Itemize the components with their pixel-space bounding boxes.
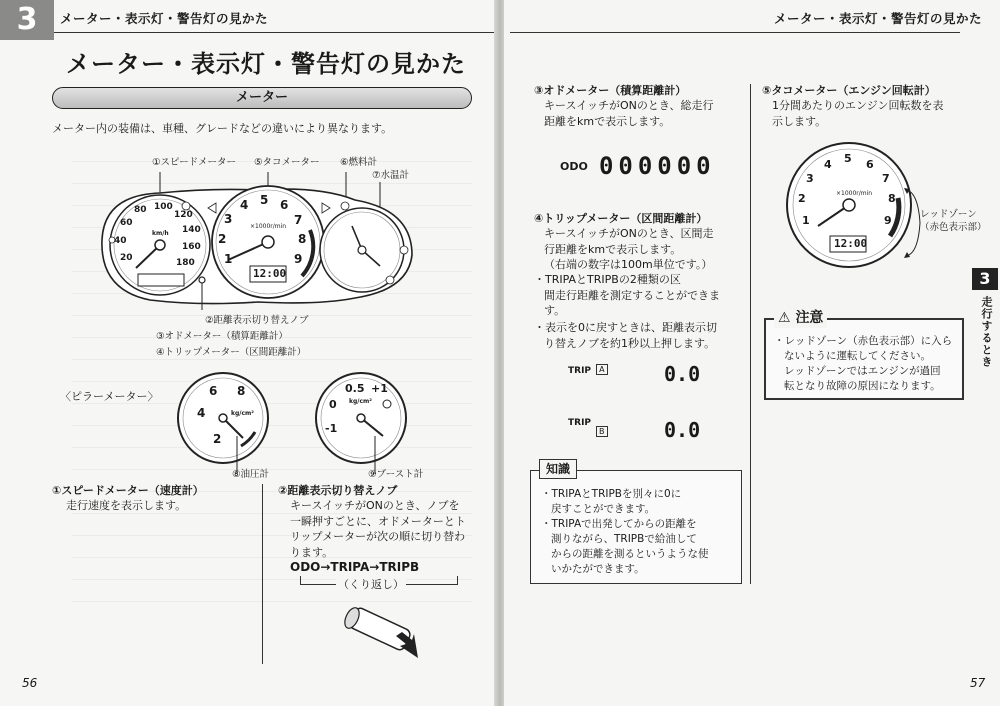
caution-title-tag (774, 308, 827, 328)
oil-unit: kg/cm² (231, 410, 254, 417)
speed-tick: 160 (182, 242, 201, 252)
redzone-label (920, 208, 987, 234)
caution-text (774, 334, 952, 394)
tacho-tick: 8 (298, 232, 307, 246)
label-tripmeter: ④トリップメーター（区間距離計） (156, 347, 307, 358)
tacho-tick: 9 (294, 252, 303, 266)
speed-tick: 60 (120, 218, 133, 228)
odometer-title: ③オドメーター（積算距離計） (534, 84, 687, 97)
label-knob: ②距離表示切り替えノブ (205, 315, 309, 326)
knowledge-line: ・TRIPAで出発してからの距離を (541, 518, 697, 530)
intro-text: メーター内の装備は、車種、グレードなどの違いにより異なります。 (52, 122, 393, 135)
knowledge-line: ・TRIPAとTRIPBを別々に0に (541, 488, 682, 500)
boost-tick: 0.5 (345, 382, 365, 395)
trip-b-box: B (596, 426, 608, 437)
odometer-desc-line: キースイッチがONのとき、総走行 (544, 99, 714, 112)
tacho-tick: 6 (866, 158, 874, 171)
warning-triangle-icon: ⚠ (778, 310, 791, 326)
tachometer-illustration-ticks (784, 140, 914, 270)
knob-illustration (330, 600, 440, 670)
trip-a-display (568, 358, 748, 386)
oil-tick: 8 (237, 384, 246, 398)
tacho-tick: 3 (224, 212, 233, 226)
trip-bullet-2 (534, 320, 717, 351)
tachometer-desc-line: 1分間あたりのエンジン回転数を表 (772, 99, 944, 112)
knob-desc-line: 一瞬押すごとに、オドメーターとト (290, 514, 466, 528)
trip-a-label: TRIP (568, 366, 592, 376)
oil-tick: 4 (197, 406, 206, 420)
boost-gauge-ticks (313, 370, 409, 466)
tacho-tick: 7 (882, 172, 890, 185)
tripmeter-title: ④トリップメーター（区間距離計） (534, 212, 708, 225)
trip-bullet-1 (534, 272, 720, 319)
knowledge-line: からの距離を測るというような使 (551, 548, 709, 560)
knowledge-line: 測りながら、TRIPBで給油して (551, 533, 697, 545)
trip-b-value: 0.0 (664, 418, 701, 442)
speed-tick: 180 (176, 258, 195, 268)
oil-gauge-ticks (175, 370, 271, 466)
speed-tick: 100 (154, 202, 173, 212)
knowledge-line: いかたができます。 (551, 563, 645, 575)
oil-tick: 2 (213, 432, 222, 446)
cycle-line: ODO→TRIPA→TRIPB (290, 560, 420, 574)
knob-desc-line: ります。 (290, 545, 334, 559)
speedometer-desc: 走行速度を表示します。 (66, 499, 187, 512)
odometer-label: ODO (560, 160, 588, 173)
left-running-header: メーター・表示灯・警告灯の見かた (60, 11, 269, 26)
label-boost-gauge: ⑨ブースト計 (368, 469, 424, 480)
tacho-tick: 1 (224, 252, 233, 266)
chapter-tab-top: 3 (0, 0, 54, 40)
caution-title: 注意 (795, 310, 824, 326)
right-page (504, 0, 1000, 706)
trip-a-value: 0.0 (664, 362, 701, 386)
left-header-rule (54, 32, 494, 33)
knob-desc-line: キースイッチがONのとき、ノブを (290, 499, 460, 512)
tacho-tick: 3 (806, 172, 814, 185)
tachometer-desc-line: 示します。 (772, 114, 827, 128)
right-page-number: 57 (970, 676, 986, 690)
speed-unit: km/h (152, 230, 169, 237)
boost-tick: -1 (325, 422, 338, 435)
knob-desc (290, 498, 466, 560)
label-odometer: ③オドメーター（積算距離計） (156, 331, 288, 342)
speedometer-desc-title: ①スピードメーター（速度計） (52, 484, 204, 497)
label-oil-gauge: ⑧油圧計 (232, 469, 270, 480)
left-page (0, 0, 496, 706)
right-column-divider (750, 84, 751, 584)
trip-a-box: A (596, 364, 607, 375)
tacho-tick: 2 (798, 192, 806, 205)
redzone-label-text: レッドゾーン (920, 209, 977, 220)
tacho-tick: 7 (294, 213, 303, 227)
trip-bullet-line: ・表示を0に戻すときは、距離表示切 (534, 321, 717, 334)
knob-desc-title: ②距離表示切り替えノブ (278, 484, 398, 497)
knowledge-box (530, 462, 742, 584)
speed-tick: 140 (182, 225, 201, 235)
odometer-desc-line: 距離をkmで表示します。 (544, 114, 671, 128)
left-page-number: 56 (22, 676, 38, 690)
cluster-clock: 12:00 (253, 267, 287, 280)
caution-line: 転となり故障の原因になります。 (784, 380, 941, 392)
section-label: メーター (235, 90, 288, 105)
caution-line: ないように運転してください。 (784, 350, 931, 362)
redzone-label-sub: （赤色表示部） (920, 222, 987, 233)
trip-bullet-line: り替えノブを約1秒以上押します。 (544, 336, 716, 350)
side-chapter-label: 走行するとき (980, 296, 993, 368)
tripmeter-desc-line: キースイッチがONのとき、区間走 (544, 227, 714, 240)
tacho-tick: 5 (260, 193, 269, 207)
tacho-clock: 12:00 (834, 237, 868, 250)
tripmeter-desc-line: （右端の数字は100m単位です。） (544, 258, 713, 271)
trip-bullet-line: ・TRIPAとTRIPBの2種類の区 (534, 273, 681, 286)
pillar-heading: 〈ピラーメーター〉 (60, 390, 159, 403)
trip-b-display (568, 410, 748, 442)
label-fuel: ⑥燃料計 (340, 157, 378, 168)
speed-tick: 120 (174, 210, 193, 220)
tacho-tick: 1 (802, 214, 810, 227)
tacho-unit: ×1000r/min (836, 190, 873, 197)
side-chapter-tab: 3 (972, 268, 998, 290)
tacho-tick: 4 (824, 158, 832, 171)
trip-bullet-line: 間走行距離を測定することができま (544, 288, 720, 302)
tripmeter-desc (544, 226, 713, 273)
speed-tick: 80 (134, 205, 147, 215)
knowledge-title: 知識 (546, 462, 571, 476)
section-pill-meter (52, 87, 472, 109)
caution-line: ・レッドゾーン（赤色表示部）に入ら (774, 335, 953, 347)
oil-tick: 6 (209, 384, 218, 398)
knowledge-title-tag (539, 459, 577, 479)
knowledge-text (541, 487, 709, 577)
tacho-tick: 4 (240, 198, 249, 212)
label-speedometer: ①スピードメーター (152, 157, 237, 168)
right-running-header: メーター・表示灯・警告灯の見かた (774, 11, 983, 26)
knowledge-line: 戻すことができます。 (551, 503, 656, 515)
column-divider (262, 484, 263, 664)
page-title: メーター・表示灯・警告灯の見かた (66, 50, 466, 78)
trip-bullet-line: す。 (544, 304, 566, 317)
tacho-unit: ×1000r/min (250, 223, 287, 230)
tacho-tick: 9 (884, 214, 892, 227)
cycle-note: （くり返し） (338, 578, 404, 591)
label-tachometer: ⑤タコメーター (254, 157, 320, 168)
knob-desc-line: リップメーターが次の順に切り替わ (290, 530, 466, 543)
odometer-desc (544, 98, 713, 129)
caution-box (764, 310, 964, 400)
right-header-rule (510, 32, 960, 33)
odometer-value: 000000 (598, 152, 716, 180)
trip-b-label: TRIP (568, 418, 592, 428)
boost-tick: +1 (371, 382, 388, 395)
caution-line: レッドゾーンではエンジンが過回 (784, 365, 941, 377)
tachometer-ticks (90, 160, 420, 310)
tacho-tick: 6 (280, 198, 289, 212)
odometer-display (560, 152, 716, 180)
label-temp: ⑦水温計 (372, 170, 410, 181)
boost-unit: kg/cm² (349, 398, 372, 405)
tacho-tick: 5 (844, 152, 852, 165)
tachometer-desc (772, 98, 943, 129)
tacho-tick: 2 (218, 232, 227, 246)
speed-tick: 40 (114, 236, 127, 246)
tripmeter-desc-line: 行距離をkmで表示します。 (544, 242, 682, 256)
boost-tick: 0 (329, 398, 337, 411)
speed-tick: 20 (120, 253, 133, 263)
tachometer-title: ⑤タコメーター（エンジン回転計） (762, 84, 936, 97)
tacho-tick: 8 (888, 192, 896, 205)
